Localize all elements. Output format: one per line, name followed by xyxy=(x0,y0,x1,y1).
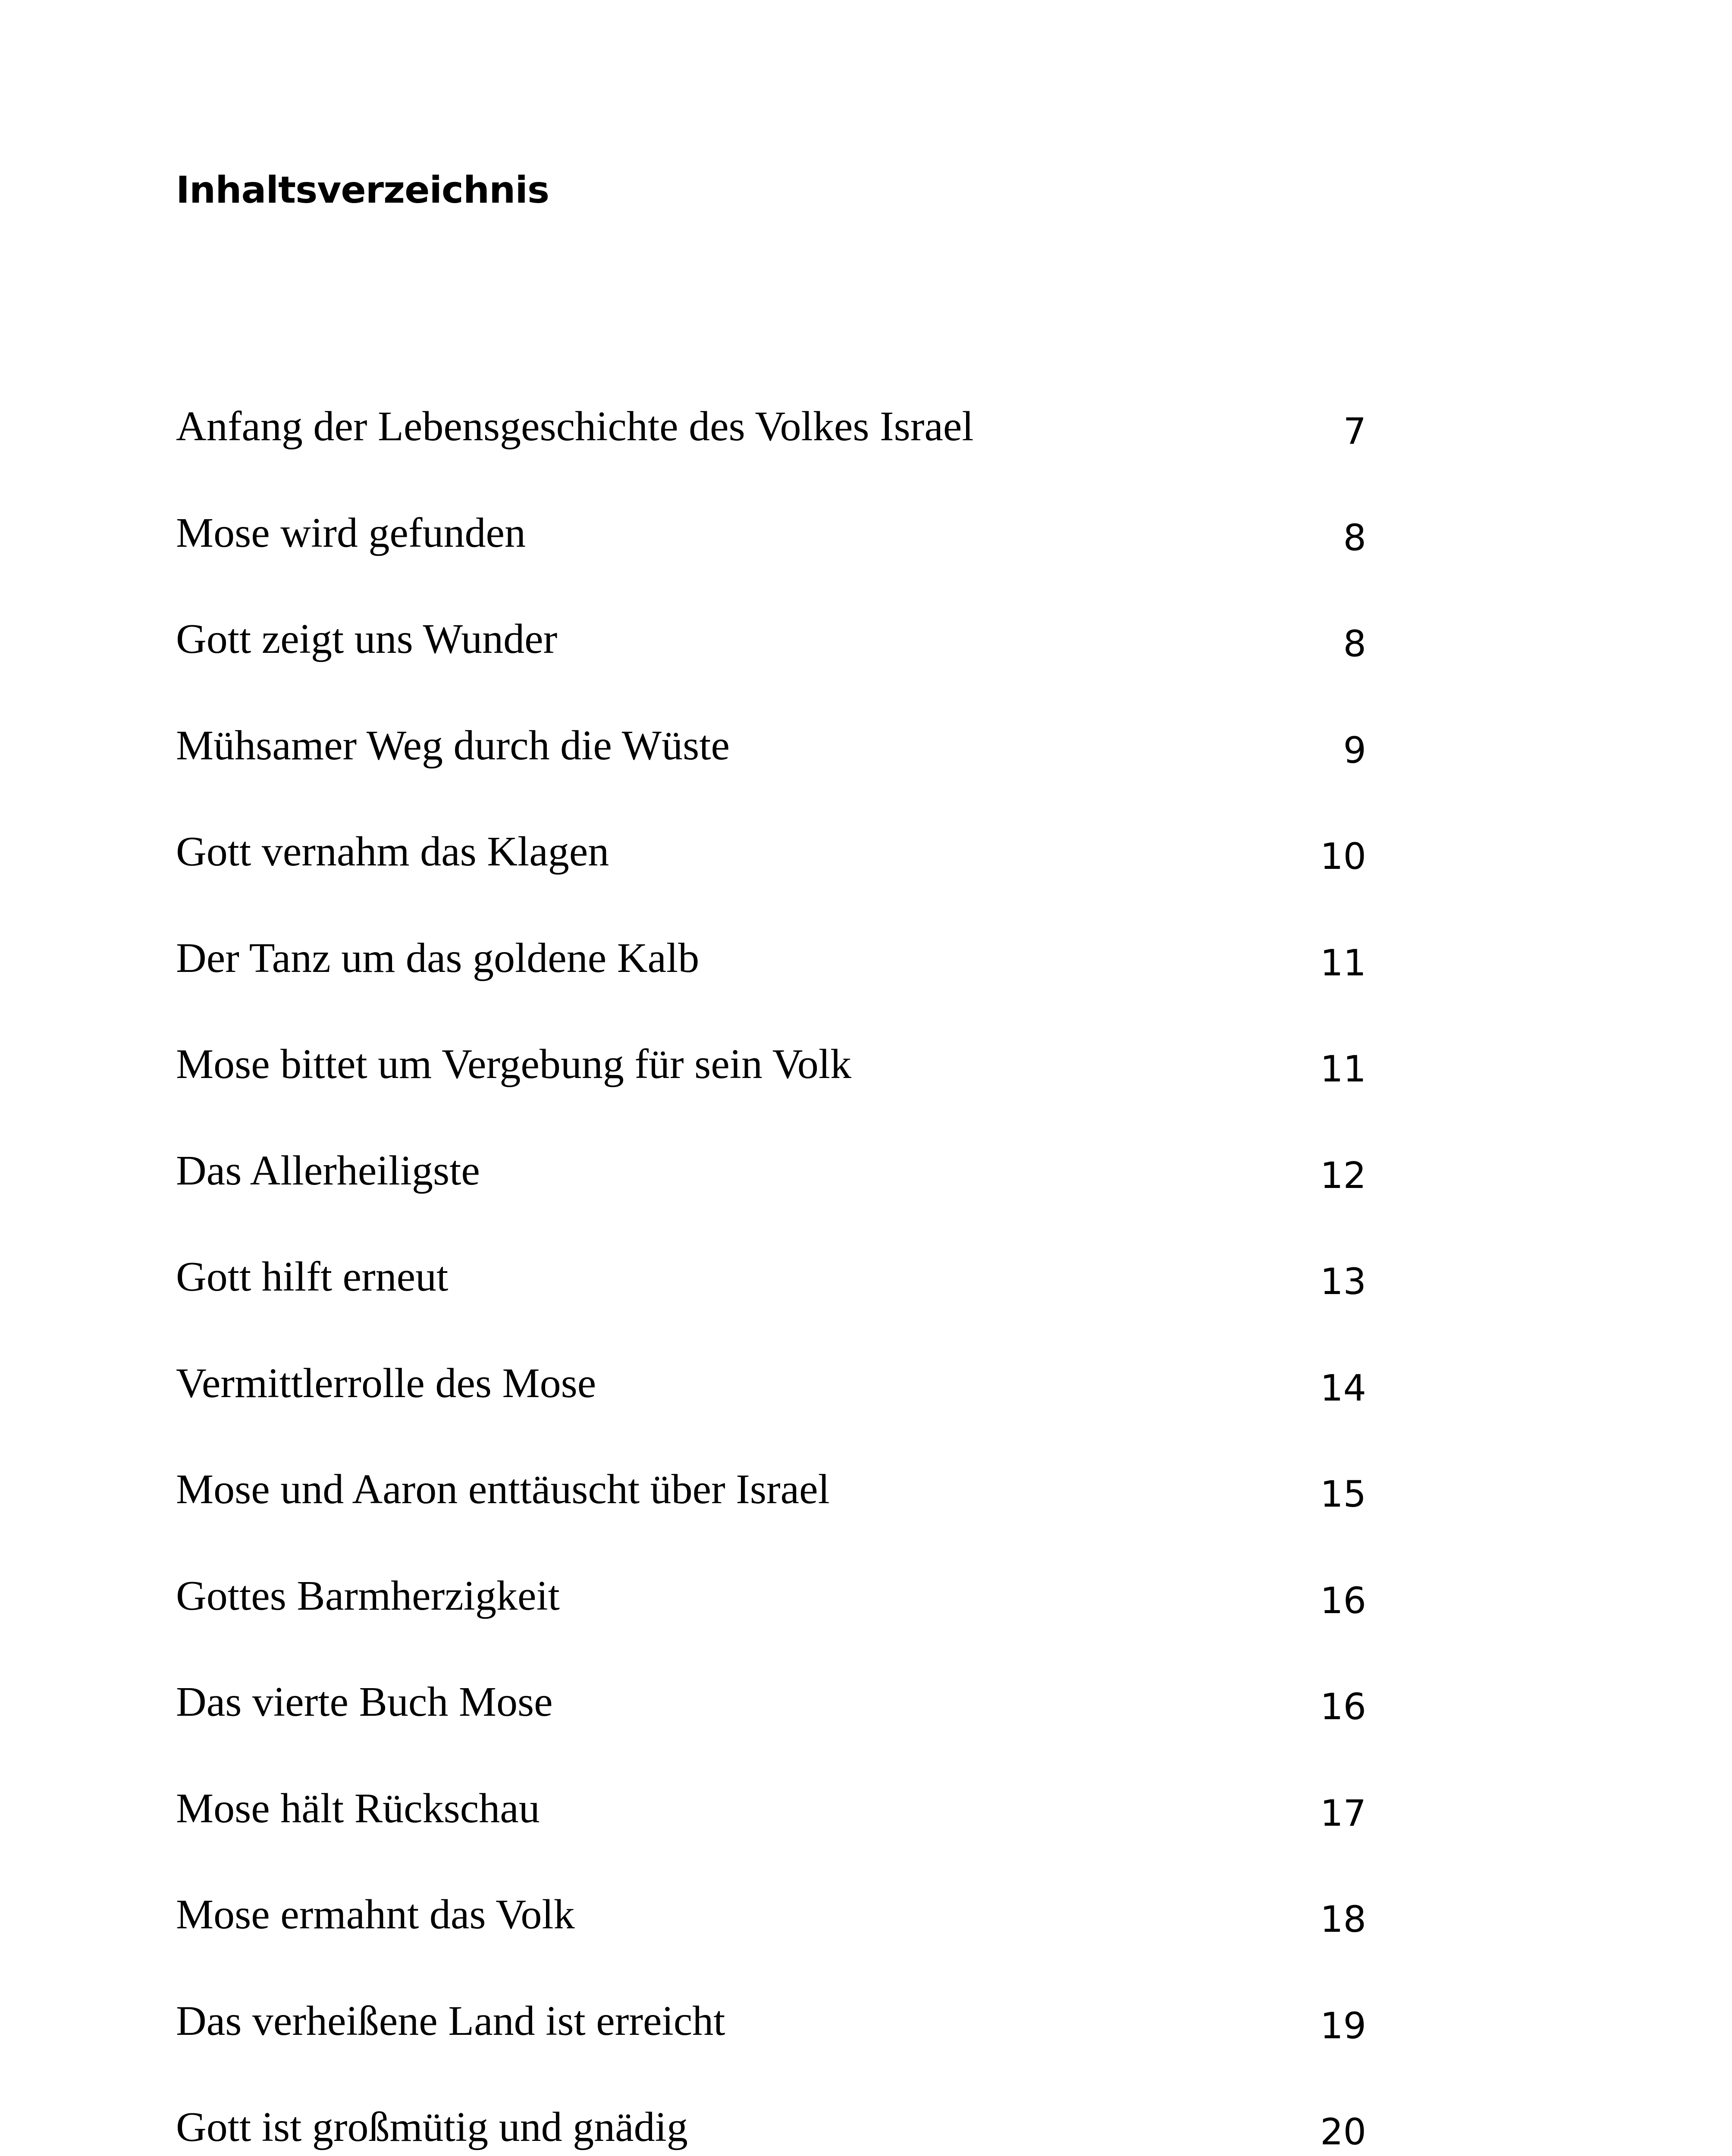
toc-entry xyxy=(176,618,1366,724)
toc-entry xyxy=(176,1997,1366,2106)
toc-entry xyxy=(176,724,1366,831)
toc-entry-title: Das vierte Buch Mose xyxy=(176,1679,553,1725)
toc-entry-page-number: 7 xyxy=(1343,410,1366,452)
toc-entry-title: Das verheißene Land ist erreicht xyxy=(176,1997,725,2044)
toc-entry-page-number: 16 xyxy=(1320,1686,1366,1728)
toc-entry xyxy=(176,509,1366,618)
toc-entry xyxy=(176,1681,1366,1787)
toc-entry-title: Mose bittet um Vergebung für sein Volk xyxy=(176,1041,852,1087)
toc-entry-title: Gott zeigt uns Wunder xyxy=(176,616,558,662)
toc-entry-title: Gottes Barmherzigkeit xyxy=(176,1572,560,1619)
toc-entry-title: Mose und Aaron enttäuscht über Israel xyxy=(176,1466,830,1513)
toc-entry xyxy=(176,1043,1366,1150)
toc-entry-page-number: 11 xyxy=(1320,1048,1366,1090)
toc-entry xyxy=(176,1893,1366,2000)
toc-entry-page-number: 8 xyxy=(1343,623,1366,665)
toc-entry-page-number: 11 xyxy=(1320,941,1366,984)
toc-list xyxy=(176,405,1366,2156)
toc-entry xyxy=(176,1147,1366,1256)
toc-entry xyxy=(176,1253,1366,1362)
toc-entry-page-number: 13 xyxy=(1320,1260,1366,1303)
toc-entry-title: Mose wird gefunden xyxy=(176,509,526,556)
toc-entry-page-number: 18 xyxy=(1320,1898,1366,1940)
toc-entry-title: Mühsamer Weg durch die Wüste xyxy=(176,722,730,769)
toc-entry-page-number: 9 xyxy=(1343,729,1366,771)
toc-heading: Inhaltsverzeichnis xyxy=(176,169,549,212)
toc-entry-title: Das Allerheiligste xyxy=(176,1147,480,1194)
toc-entry xyxy=(176,934,1366,1044)
toc-entry-page-number: 10 xyxy=(1320,835,1366,877)
toc-entry-title: Gott ist großmütig und gnädig xyxy=(176,2104,688,2150)
toc-entry xyxy=(176,405,1366,512)
toc-entry-page-number: 14 xyxy=(1320,1366,1366,1409)
toc-entry-page-number: 17 xyxy=(1320,1792,1366,1834)
toc-entry-page-number: 16 xyxy=(1320,1579,1366,1622)
toc-entry xyxy=(176,1362,1366,1469)
toc-entry-title: Gott vernahm das Klagen xyxy=(176,828,609,875)
toc-entry-title: Gott hilft erneut xyxy=(176,1253,449,1300)
toc-entry-page-number: 12 xyxy=(1320,1154,1366,1197)
toc-entry-title: Anfang der Lebensgeschichte des Volkes Israel xyxy=(176,403,974,450)
toc-entry xyxy=(176,830,1366,937)
toc-entry xyxy=(176,1787,1366,1894)
toc-entry-page-number: 15 xyxy=(1320,1473,1366,1515)
toc-entry xyxy=(176,1572,1366,1681)
toc-entry-page-number: 8 xyxy=(1343,516,1366,559)
toc-entry-page-number: 20 xyxy=(1320,2111,1366,2153)
toc-entry-title: Vermittlerrolle des Mose xyxy=(176,1360,596,1407)
toc-entry-title: Mose hält Rückschau xyxy=(176,1785,540,1832)
toc-entry-title: Mose ermahnt das Volk xyxy=(176,1891,575,1938)
toc-entry-title: Der Tanz um das goldene Kalb xyxy=(176,934,700,981)
toc-entry xyxy=(176,2106,1366,2156)
toc-entry xyxy=(176,1468,1366,1575)
toc-entry-page-number: 19 xyxy=(1320,2004,1366,2047)
